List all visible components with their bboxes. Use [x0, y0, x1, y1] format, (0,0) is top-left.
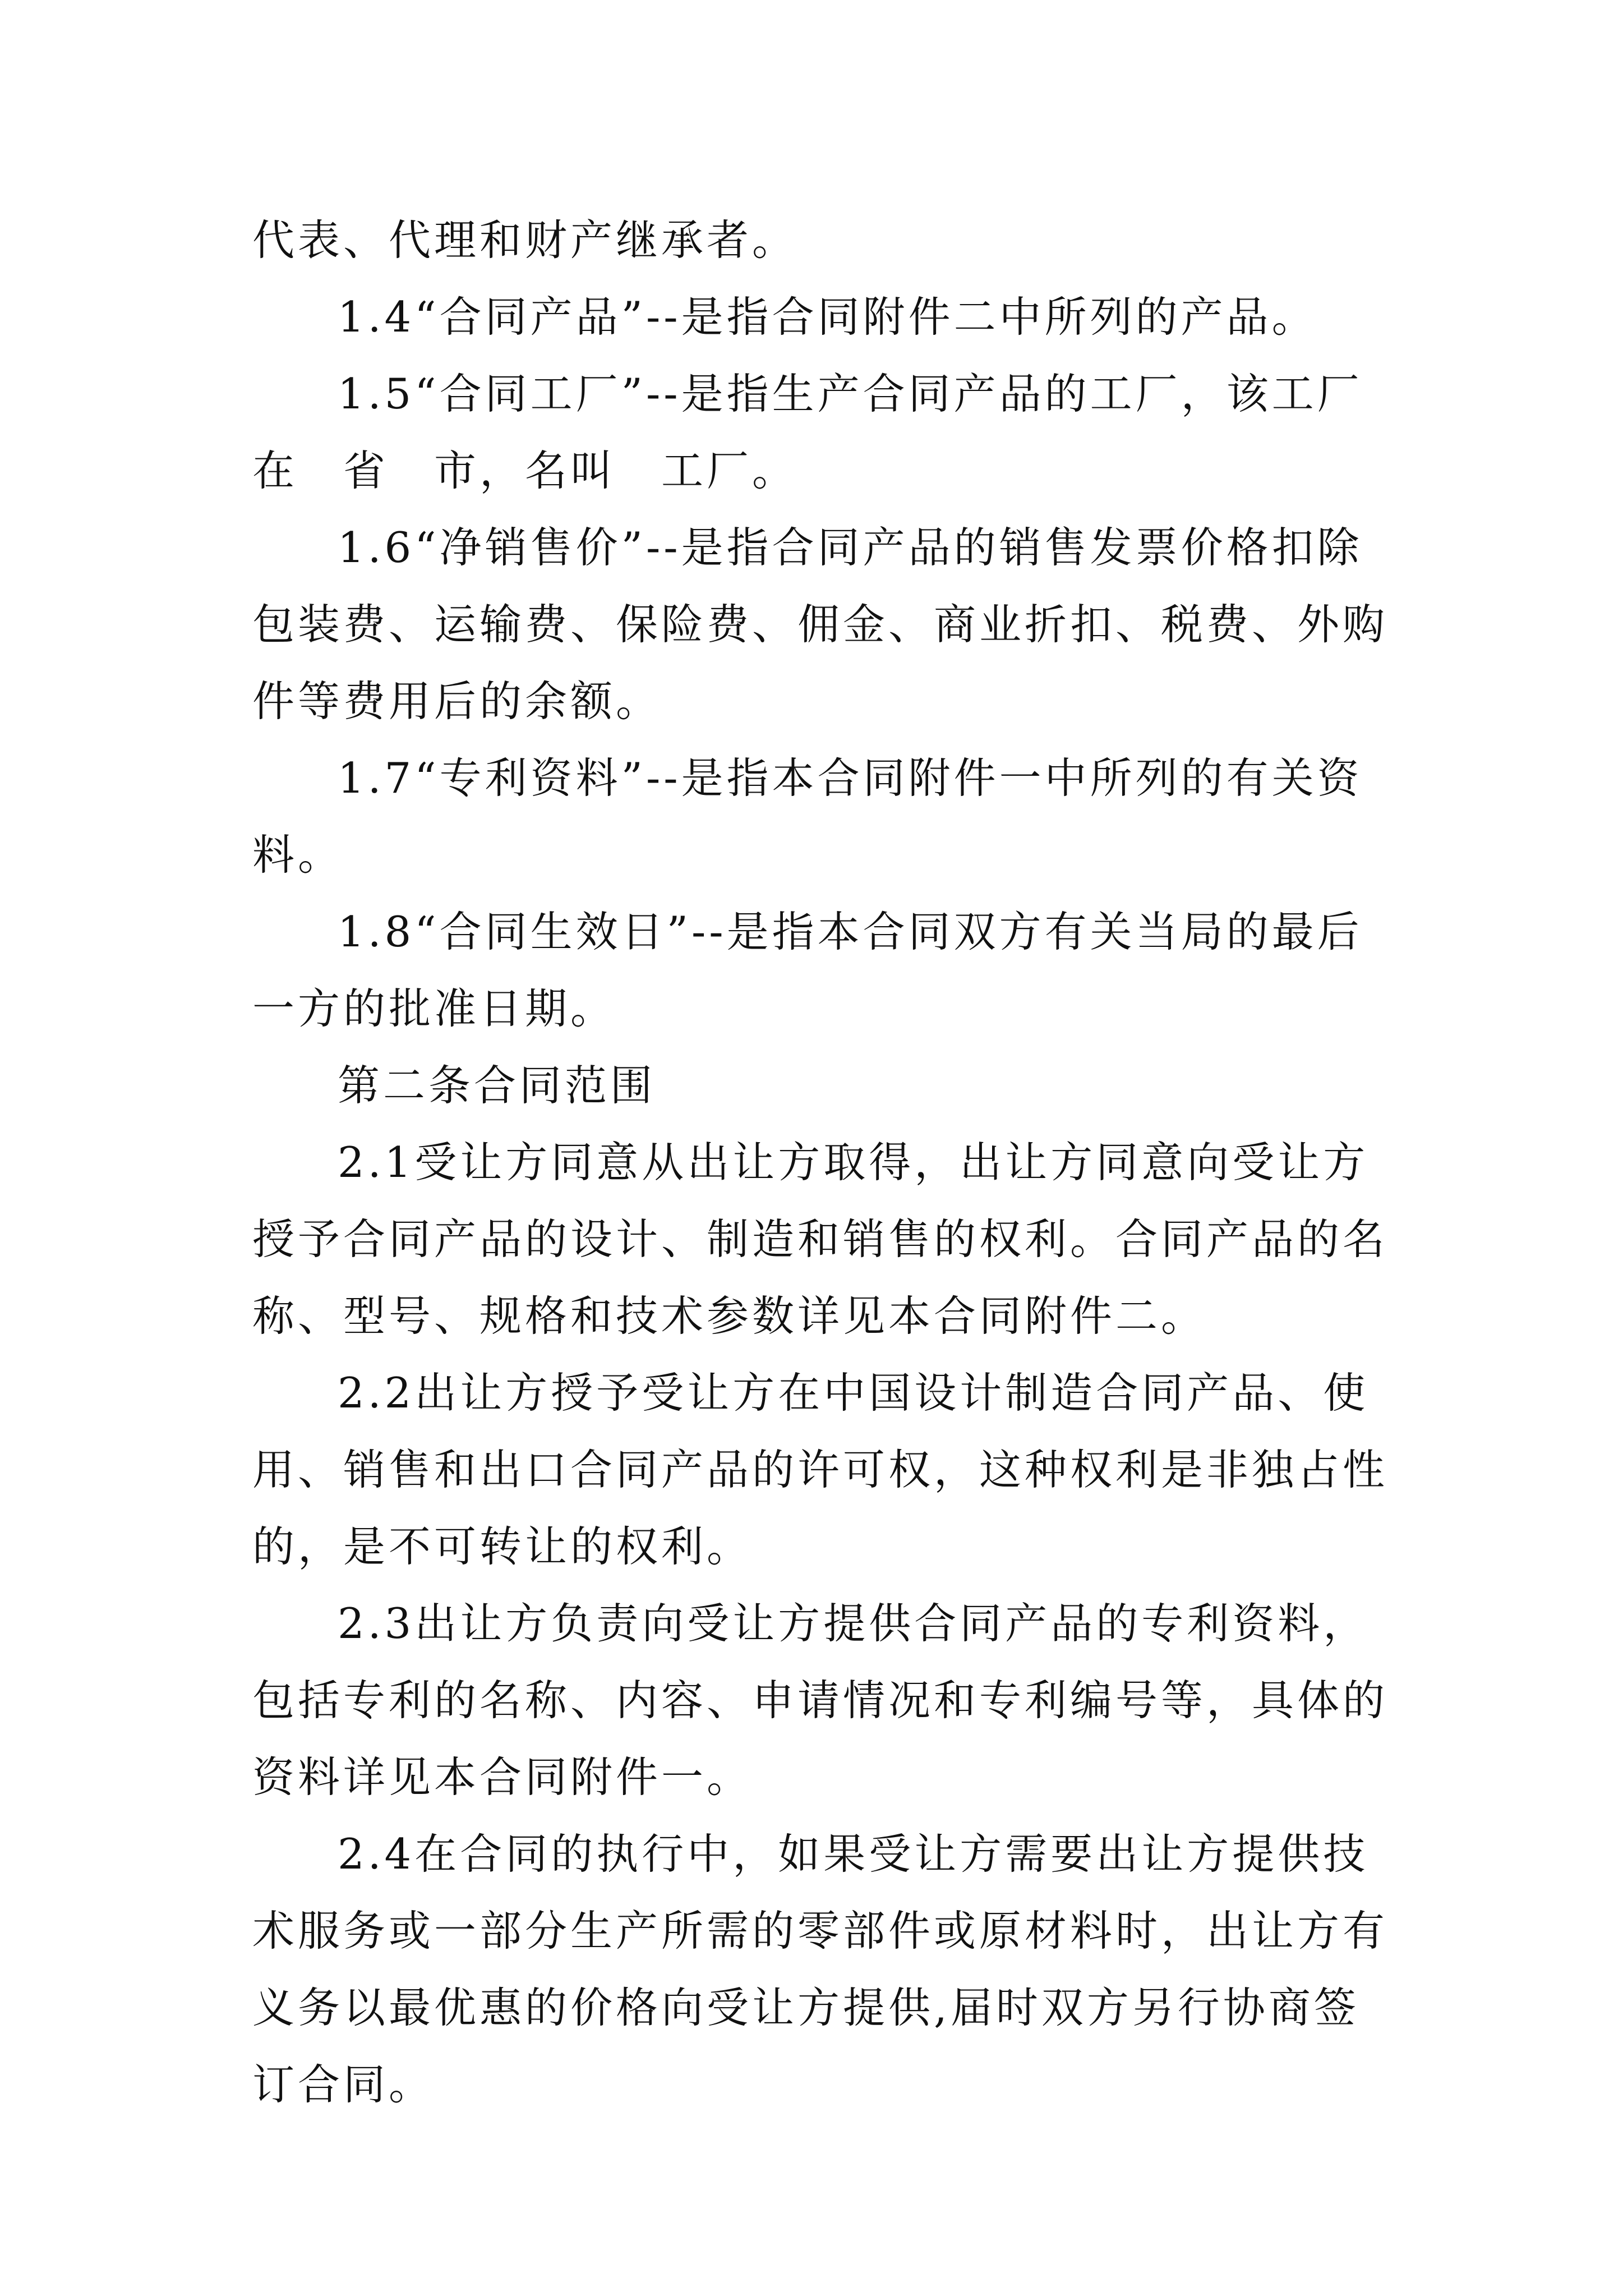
document-body — [252, 202, 1396, 2123]
clause-2-2: 2.2出让方授予受让方在中国设计制造合同产品、使用、销售和出口合同产品的许可权，这种权利是非独占性的，是不可转让的权利。 — [252, 1368, 1389, 1571]
clause-1-7: 1.7“专利资料”--是指本合同附件一中所列的有关资料。 — [252, 753, 1363, 880]
clause-2-4: 2.4在合同的执行中，如果受让方需要出让方提供技术服务或一部分生产所需的零部件或原材料时，出让方有义务以最优惠的价格向受让方提供,届时双方另行协商签订合同。 — [252, 1829, 1389, 2109]
clause-2-3: 2.3出让方负责向受让方提供合同产品的专利资料，包括专利的名称、内容、申请情况和专利编号等，具体的资料详见本合同附件一。 — [252, 1599, 1389, 1802]
paragraph-continuation: 代表、代理和财产继承者。 — [252, 215, 798, 265]
clause-1-8: 1.8“合同生效日”--是指本合同双方有关当局的最后一方的批准日期。 — [252, 907, 1363, 1033]
clause-1-6: 1.6“净销售价”--是指合同产品的销售发票价格扣除包装费、运输费、保险费、佣金、商业折扣、税费、外购件等费用后的余额。 — [252, 523, 1389, 726]
clause-1-4: 1.4“合同产品”--是指合同附件二中所列的产品。 — [338, 292, 1317, 342]
clause-2-1: 2.1受让方同意从出让方取得，出让方同意向受让方授予合同产品的设计、制造和销售的权利。合同产品的名称、型号、规格和技术参数详见本合同附件二。 — [252, 1138, 1389, 1341]
article-2-heading: 第二条合同范围 — [338, 1061, 656, 1110]
clause-1-5: 1.5“合同工厂”--是指生产合同产品的工厂，该工厂在 省 市，名叫 工厂。 — [252, 369, 1363, 495]
